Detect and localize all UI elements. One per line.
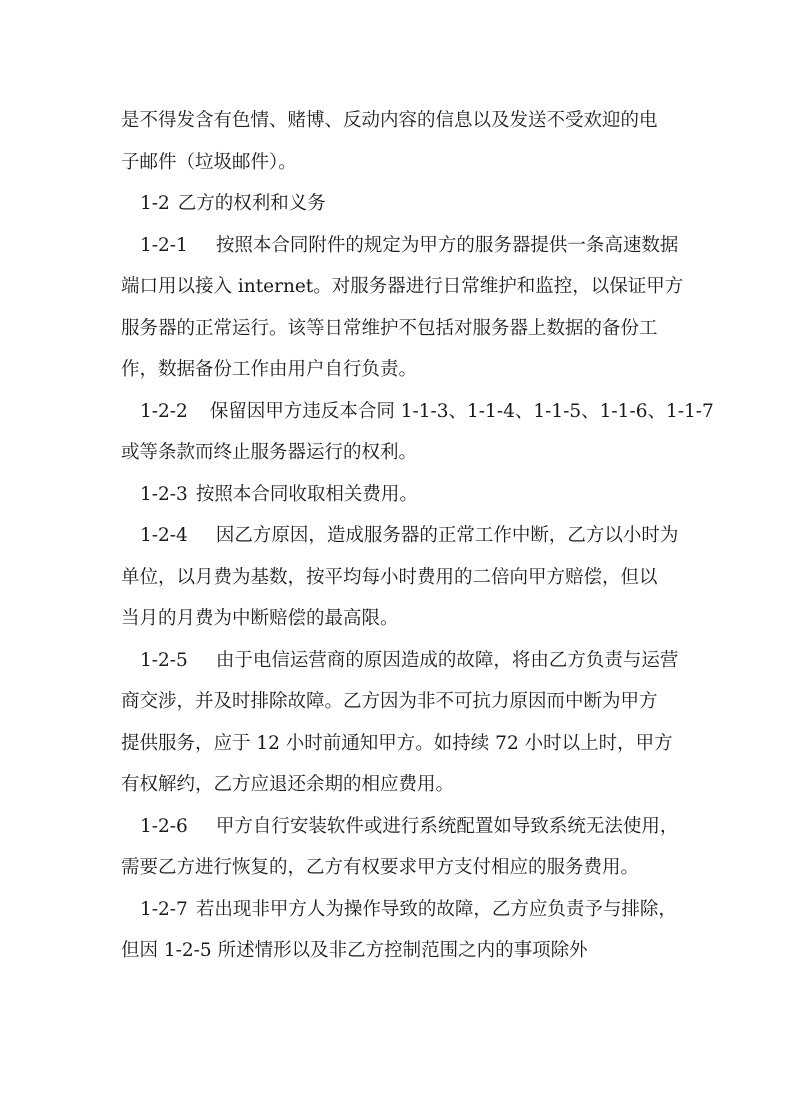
clause-line xyxy=(121,391,714,433)
clause-number: 1-2 xyxy=(140,193,170,214)
line-text: 按照本合同收取相关费用。 xyxy=(195,483,418,505)
line-text: 作，数据备份工作由用户自行负责。 xyxy=(121,359,418,380)
line-text: 按照本合同附件的规定为甲方的服务器提供一条高速数据 xyxy=(215,234,679,256)
line-text: 甲方自行安装软件或进行系统配置如导致系统无法使用， xyxy=(215,815,679,837)
clause-number: 1-2-1 xyxy=(140,234,188,256)
paragraph-line xyxy=(121,723,681,765)
line-text: 是不得发含有色情、赌博、反动内容的信息以及发送不受欢迎的电 xyxy=(121,110,658,131)
line-text: 提供服务，应于 12 小时前通知甲方。如持续 72 小时以上时，甲方 xyxy=(121,732,673,754)
line-text: 当月的月费为中断赔偿的最高限。 xyxy=(121,608,399,629)
line-text: 有权解约，乙方应退还余期的相应费用。 xyxy=(121,774,455,795)
line-text: 单位，以月费为基数，按平均每小时费用的二倍向甲方赔偿，但以 xyxy=(121,566,658,588)
clause-number: 1-2-3 xyxy=(140,483,188,505)
clause-number: 1-2-7 xyxy=(140,898,188,920)
line-text: 服务器的正常运行。该等日常维护不包括对服务器上数据的备份工 xyxy=(121,317,658,339)
clause-number: 1-2-5 xyxy=(140,649,188,671)
clause-number: 1-2-2 xyxy=(140,400,188,422)
clause-line xyxy=(121,889,681,931)
paragraph-line xyxy=(121,598,681,640)
clause-number: 1-2-4 xyxy=(140,525,188,546)
line-text: 乙方的权利和义务 xyxy=(177,193,326,214)
paragraph-line xyxy=(121,349,681,391)
clause-line xyxy=(121,806,681,848)
clause-line xyxy=(121,474,681,516)
paragraph-line xyxy=(121,266,684,308)
paragraph-line xyxy=(121,142,681,184)
clause-line xyxy=(121,225,681,267)
line-text: 子邮件（垃圾邮件）。 xyxy=(121,151,297,173)
line-text: 但因 1-2-5 所述情形以及非乙方控制范围之内的事项除外 xyxy=(121,940,588,961)
line-text: 因乙方原因，造成服务器的正常工作中断，乙方以小时为 xyxy=(215,525,679,546)
section-heading xyxy=(121,183,681,225)
clause-line xyxy=(121,515,681,557)
clause-number: 1-2-6 xyxy=(140,815,188,837)
paragraph-line xyxy=(121,764,681,806)
paragraph-line xyxy=(121,847,681,889)
line-text: 由于电信运营商的原因造成的故障，将由乙方负责与运营 xyxy=(215,649,679,671)
line-text: 保留因甲方违反本合同 1-1-3、1-1-4、1-1-5、1-1-6、1-1-7 xyxy=(209,400,714,422)
paragraph-line xyxy=(121,930,681,972)
line-text: 若出现非甲方人为操作导致的故障，乙方应负责予与排除， xyxy=(195,898,677,920)
paragraph-line xyxy=(121,432,681,474)
paragraph-line xyxy=(121,557,681,599)
clause-line xyxy=(121,640,681,682)
line-text: 商交涉，并及时排除故障。乙方因为非不可抗力原因而中断为甲方 xyxy=(121,691,658,712)
paragraph-line xyxy=(121,308,681,350)
line-text: 需要乙方进行恢复的，乙方有权要求甲方支付相应的服务费用。 xyxy=(121,857,640,878)
paragraph-line xyxy=(121,681,681,723)
document-body xyxy=(121,100,714,972)
line-text: 端口用以接入 internet。对服务器进行日常维护和监控，以保证甲方 xyxy=(121,276,684,297)
line-text: 或等条款而终止服务器运行的权利。 xyxy=(121,442,418,463)
paragraph-line xyxy=(121,100,681,142)
